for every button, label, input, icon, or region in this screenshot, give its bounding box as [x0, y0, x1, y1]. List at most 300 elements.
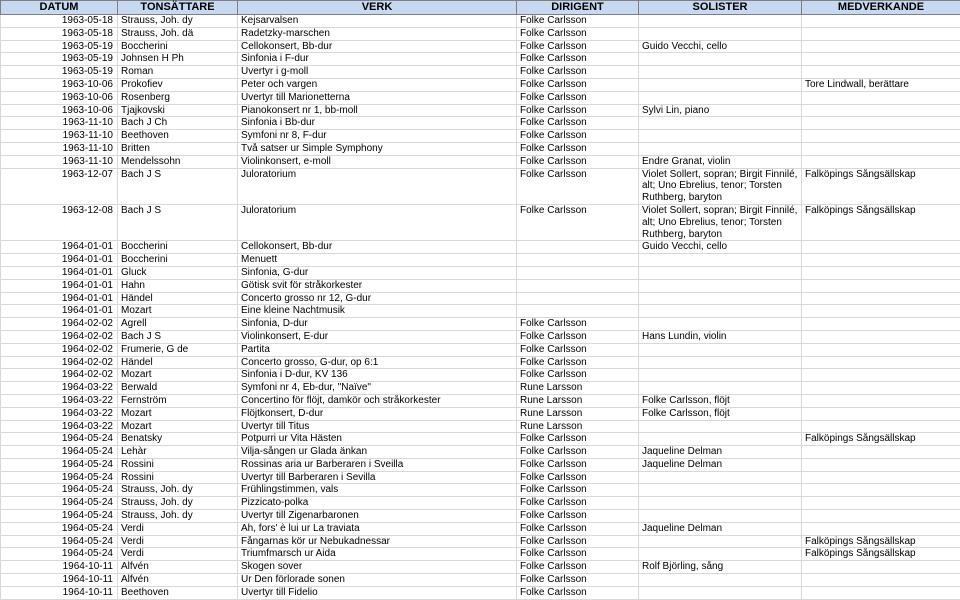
table-row[interactable]	[1, 510, 960, 523]
cell-conductor[interactable]: Folke Carlsson	[517, 343, 639, 356]
cell-soloists[interactable]	[639, 471, 802, 484]
cell-work[interactable]: Peter och vargen	[238, 78, 517, 91]
cell-date[interactable]: 1964-03-22	[1, 407, 118, 420]
cell-composer[interactable]: Verdi	[118, 548, 238, 561]
cell-composer[interactable]: Roman	[118, 66, 238, 79]
cell-work[interactable]: Kejsarvalsen	[238, 15, 517, 28]
cell-ensemble[interactable]	[802, 420, 960, 433]
table-row[interactable]	[1, 104, 960, 117]
cell-soloists[interactable]	[639, 369, 802, 382]
cell-work[interactable]: Menuett	[238, 254, 517, 267]
cell-composer[interactable]: Prokofiev	[118, 78, 238, 91]
cell-date[interactable]: 1964-10-11	[1, 574, 118, 587]
cell-ensemble[interactable]	[802, 130, 960, 143]
cell-work[interactable]: Violinkonsert, E-dur	[238, 330, 517, 343]
table-row[interactable]	[1, 394, 960, 407]
cell-date[interactable]: 1963-05-19	[1, 53, 118, 66]
cell-conductor[interactable]: Folke Carlsson	[517, 471, 639, 484]
cell-composer[interactable]: Rossini	[118, 458, 238, 471]
cell-work[interactable]: Uvertyr till Marionetterna	[238, 91, 517, 104]
cell-composer[interactable]: Händel	[118, 292, 238, 305]
cell-composer[interactable]: Verdi	[118, 522, 238, 535]
cell-conductor[interactable]: Folke Carlsson	[517, 548, 639, 561]
cell-work[interactable]: Uvertyr till Zigenarbaronen	[238, 510, 517, 523]
cell-conductor[interactable]: Folke Carlsson	[517, 356, 639, 369]
cell-conductor[interactable]: Folke Carlsson	[517, 117, 639, 130]
cell-ensemble[interactable]	[802, 343, 960, 356]
cell-conductor[interactable]: Folke Carlsson	[517, 168, 639, 204]
cell-work[interactable]: Sinfonia, G-dur	[238, 266, 517, 279]
table-row[interactable]	[1, 15, 960, 28]
table-row[interactable]	[1, 130, 960, 143]
cell-conductor[interactable]: Folke Carlsson	[517, 446, 639, 459]
cell-ensemble[interactable]	[802, 382, 960, 395]
cell-date[interactable]: 1963-11-10	[1, 142, 118, 155]
cell-work[interactable]: Concertino för flöjt, damkör och stråkorkester	[238, 394, 517, 407]
cell-composer[interactable]: Strauss, Joh. dy	[118, 15, 238, 28]
cell-soloists[interactable]	[639, 78, 802, 91]
cell-date[interactable]: 1964-05-24	[1, 497, 118, 510]
cell-conductor[interactable]: Folke Carlsson	[517, 433, 639, 446]
cell-work[interactable]: Vilja-sången ur Glada änkan	[238, 446, 517, 459]
table-row[interactable]	[1, 241, 960, 254]
cell-ensemble[interactable]	[802, 142, 960, 155]
cell-composer[interactable]: Boccherini	[118, 40, 238, 53]
cell-conductor[interactable]	[517, 254, 639, 267]
header-solister[interactable]: SOLISTER	[639, 1, 802, 15]
cell-ensemble[interactable]: Falköpings Sångsällskap	[802, 433, 960, 446]
table-row[interactable]	[1, 305, 960, 318]
cell-soloists[interactable]	[639, 91, 802, 104]
cell-conductor[interactable]: Folke Carlsson	[517, 53, 639, 66]
cell-composer[interactable]: Bach J Ch	[118, 117, 238, 130]
table-row[interactable]	[1, 561, 960, 574]
cell-conductor[interactable]: Folke Carlsson	[517, 78, 639, 91]
table-row[interactable]	[1, 279, 960, 292]
cell-date[interactable]: 1963-05-18	[1, 15, 118, 28]
cell-soloists[interactable]	[639, 420, 802, 433]
cell-work[interactable]: Sinfonia, D-dur	[238, 318, 517, 331]
cell-work[interactable]: Fångarnas kör ur Nebukadnessar	[238, 535, 517, 548]
cell-composer[interactable]: Beethoven	[118, 130, 238, 143]
cell-conductor[interactable]: Folke Carlsson	[517, 574, 639, 587]
table-row[interactable]	[1, 66, 960, 79]
cell-date[interactable]: 1964-03-22	[1, 394, 118, 407]
cell-composer[interactable]: Mozart	[118, 420, 238, 433]
cell-date[interactable]: 1963-10-06	[1, 104, 118, 117]
cell-soloists[interactable]	[639, 130, 802, 143]
cell-date[interactable]: 1964-02-02	[1, 356, 118, 369]
cell-date[interactable]: 1964-03-22	[1, 420, 118, 433]
cell-ensemble[interactable]	[802, 27, 960, 40]
cell-ensemble[interactable]	[802, 458, 960, 471]
table-row[interactable]	[1, 53, 960, 66]
header-verk[interactable]: VERK	[238, 1, 517, 15]
cell-composer[interactable]: Strauss, Joh. dy	[118, 510, 238, 523]
cell-soloists[interactable]	[639, 356, 802, 369]
cell-composer[interactable]: Mozart	[118, 305, 238, 318]
cell-work[interactable]: Juloratorium	[238, 204, 517, 240]
table-row[interactable]	[1, 535, 960, 548]
cell-composer[interactable]: Frumerie, G de	[118, 343, 238, 356]
cell-date[interactable]: 1964-05-24	[1, 522, 118, 535]
cell-ensemble[interactable]: Tore Lindwall, berättare	[802, 78, 960, 91]
cell-conductor[interactable]: Folke Carlsson	[517, 204, 639, 240]
cell-date[interactable]: 1964-05-24	[1, 433, 118, 446]
table-row[interactable]	[1, 497, 960, 510]
cell-date[interactable]: 1964-10-11	[1, 586, 118, 599]
cell-composer[interactable]: Britten	[118, 142, 238, 155]
cell-ensemble[interactable]	[802, 561, 960, 574]
cell-soloists[interactable]	[639, 574, 802, 587]
cell-work[interactable]: Eine kleine Nachtmusik	[238, 305, 517, 318]
cell-ensemble[interactable]	[802, 574, 960, 587]
cell-soloists[interactable]	[639, 254, 802, 267]
cell-conductor[interactable]: Folke Carlsson	[517, 458, 639, 471]
table-row[interactable]	[1, 420, 960, 433]
cell-soloists[interactable]: Folke Carlsson, flöjt	[639, 394, 802, 407]
cell-ensemble[interactable]	[802, 394, 960, 407]
cell-soloists[interactable]	[639, 53, 802, 66]
cell-soloists[interactable]	[639, 433, 802, 446]
cell-date[interactable]: 1963-10-06	[1, 78, 118, 91]
cell-ensemble[interactable]	[802, 318, 960, 331]
cell-soloists[interactable]	[639, 497, 802, 510]
cell-ensemble[interactable]: Falköpings Sångsällskap	[802, 535, 960, 548]
cell-composer[interactable]: Händel	[118, 356, 238, 369]
cell-date[interactable]: 1964-05-24	[1, 535, 118, 548]
header-medverkande[interactable]: MEDVERKANDE	[802, 1, 960, 15]
cell-ensemble[interactable]	[802, 117, 960, 130]
cell-work[interactable]: Pizzicato-polka	[238, 497, 517, 510]
table-row[interactable]	[1, 254, 960, 267]
table-row[interactable]	[1, 446, 960, 459]
cell-date[interactable]: 1964-02-02	[1, 369, 118, 382]
cell-date[interactable]: 1963-12-08	[1, 204, 118, 240]
cell-composer[interactable]: Tjajkovski	[118, 104, 238, 117]
cell-conductor[interactable]: Folke Carlsson	[517, 497, 639, 510]
cell-date[interactable]: 1963-11-10	[1, 130, 118, 143]
table-row[interactable]	[1, 548, 960, 561]
cell-composer[interactable]: Mozart	[118, 407, 238, 420]
cell-soloists[interactable]	[639, 66, 802, 79]
cell-ensemble[interactable]	[802, 356, 960, 369]
table-row[interactable]	[1, 91, 960, 104]
cell-conductor[interactable]	[517, 305, 639, 318]
cell-soloists[interactable]	[639, 343, 802, 356]
cell-composer[interactable]: Bach J S	[118, 204, 238, 240]
cell-date[interactable]: 1963-11-10	[1, 117, 118, 130]
cell-work[interactable]: Concerto grosso, G-dur, op 6:1	[238, 356, 517, 369]
cell-conductor[interactable]: Folke Carlsson	[517, 330, 639, 343]
cell-ensemble[interactable]	[802, 66, 960, 79]
cell-work[interactable]: Ah, fors' è lui ur La traviata	[238, 522, 517, 535]
cell-soloists[interactable]	[639, 548, 802, 561]
cell-work[interactable]: Symfoni nr 4, Eb-dur, "Naïve"	[238, 382, 517, 395]
cell-ensemble[interactable]	[802, 91, 960, 104]
header-tonsattare[interactable]: TONSÄTTARE	[118, 1, 238, 15]
table-row[interactable]	[1, 471, 960, 484]
cell-ensemble[interactable]	[802, 407, 960, 420]
cell-date[interactable]: 1964-10-11	[1, 561, 118, 574]
cell-ensemble[interactable]	[802, 53, 960, 66]
cell-date[interactable]: 1964-01-01	[1, 266, 118, 279]
table-row[interactable]	[1, 433, 960, 446]
cell-ensemble[interactable]	[802, 305, 960, 318]
cell-conductor[interactable]: Folke Carlsson	[517, 484, 639, 497]
table-row[interactable]	[1, 117, 960, 130]
cell-ensemble[interactable]	[802, 292, 960, 305]
table-row[interactable]	[1, 204, 960, 240]
cell-date[interactable]: 1964-03-22	[1, 382, 118, 395]
cell-work[interactable]: Violinkonsert, e-moll	[238, 155, 517, 168]
cell-date[interactable]: 1964-01-01	[1, 241, 118, 254]
cell-ensemble[interactable]	[802, 510, 960, 523]
cell-soloists[interactable]: Jaqueline Delman	[639, 446, 802, 459]
cell-composer[interactable]: Gluck	[118, 266, 238, 279]
table-row[interactable]	[1, 78, 960, 91]
cell-composer[interactable]: Alfvén	[118, 561, 238, 574]
cell-composer[interactable]: Berwald	[118, 382, 238, 395]
cell-ensemble[interactable]	[802, 497, 960, 510]
cell-work[interactable]: Cellokonsert, Bb-dur	[238, 40, 517, 53]
cell-soloists[interactable]	[639, 266, 802, 279]
cell-composer[interactable]: Hahn	[118, 279, 238, 292]
cell-composer[interactable]: Agrell	[118, 318, 238, 331]
cell-conductor[interactable]: Rune Larsson	[517, 382, 639, 395]
cell-composer[interactable]: Verdi	[118, 535, 238, 548]
cell-conductor[interactable]: Folke Carlsson	[517, 586, 639, 599]
cell-work[interactable]: Två satser ur Simple Symphony	[238, 142, 517, 155]
cell-composer[interactable]: Beethoven	[118, 586, 238, 599]
cell-date[interactable]: 1963-10-06	[1, 91, 118, 104]
table-row[interactable]	[1, 458, 960, 471]
table-row[interactable]	[1, 27, 960, 40]
cell-work[interactable]: Sinfonia i D-dur, KV 136	[238, 369, 517, 382]
cell-date[interactable]: 1964-02-02	[1, 318, 118, 331]
cell-work[interactable]: Juloratorium	[238, 168, 517, 204]
cell-work[interactable]: Radetzky-marschen	[238, 27, 517, 40]
cell-soloists[interactable]	[639, 279, 802, 292]
cell-conductor[interactable]	[517, 292, 639, 305]
cell-date[interactable]: 1964-02-02	[1, 330, 118, 343]
cell-soloists[interactable]: Jaqueline Delman	[639, 522, 802, 535]
cell-soloists[interactable]	[639, 510, 802, 523]
table-row[interactable]	[1, 574, 960, 587]
cell-ensemble[interactable]	[802, 484, 960, 497]
cell-date[interactable]: 1964-05-24	[1, 510, 118, 523]
cell-composer[interactable]: Rossini	[118, 471, 238, 484]
cell-date[interactable]: 1964-01-01	[1, 292, 118, 305]
cell-soloists[interactable]: Guido Vecchi, cello	[639, 40, 802, 53]
header-datum[interactable]: DATUM	[1, 1, 118, 15]
cell-ensemble[interactable]	[802, 241, 960, 254]
cell-conductor[interactable]: Folke Carlsson	[517, 104, 639, 117]
cell-conductor[interactable]: Folke Carlsson	[517, 91, 639, 104]
cell-composer[interactable]: Mozart	[118, 369, 238, 382]
cell-soloists[interactable]	[639, 484, 802, 497]
cell-composer[interactable]: Strauss, Joh. dy	[118, 497, 238, 510]
cell-soloists[interactable]	[639, 382, 802, 395]
cell-ensemble[interactable]	[802, 586, 960, 599]
table-row[interactable]	[1, 522, 960, 535]
cell-ensemble[interactable]	[802, 471, 960, 484]
cell-conductor[interactable]: Folke Carlsson	[517, 130, 639, 143]
cell-date[interactable]: 1964-05-24	[1, 548, 118, 561]
cell-ensemble[interactable]: Falköpings Sångsällskap	[802, 548, 960, 561]
cell-work[interactable]: Sinfonia i Bb-dur	[238, 117, 517, 130]
cell-composer[interactable]: Bach J S	[118, 330, 238, 343]
table-row[interactable]	[1, 142, 960, 155]
cell-work[interactable]: Uvertyr till Barberaren i Sevilla	[238, 471, 517, 484]
cell-soloists[interactable]: Guido Vecchi, cello	[639, 241, 802, 254]
cell-conductor[interactable]: Folke Carlsson	[517, 561, 639, 574]
cell-soloists[interactable]	[639, 292, 802, 305]
cell-conductor[interactable]	[517, 279, 639, 292]
cell-work[interactable]: Triumfmarsch ur Aida	[238, 548, 517, 561]
cell-date[interactable]: 1964-01-01	[1, 279, 118, 292]
cell-composer[interactable]: Lehàr	[118, 446, 238, 459]
cell-composer[interactable]: Mendelssohn	[118, 155, 238, 168]
cell-composer[interactable]: Alfvén	[118, 574, 238, 587]
cell-soloists[interactable]: Rolf Björling, sång	[639, 561, 802, 574]
cell-ensemble[interactable]: Falköpings Sångsällskap	[802, 204, 960, 240]
cell-work[interactable]: Sinfonia i F-dur	[238, 53, 517, 66]
cell-conductor[interactable]	[517, 266, 639, 279]
cell-date[interactable]: 1964-05-24	[1, 471, 118, 484]
table-row[interactable]	[1, 266, 960, 279]
cell-conductor[interactable]: Folke Carlsson	[517, 15, 639, 28]
cell-work[interactable]: Potpurri ur Vita Hästen	[238, 433, 517, 446]
cell-date[interactable]: 1963-05-19	[1, 40, 118, 53]
cell-composer[interactable]: Strauss, Joh. dä	[118, 27, 238, 40]
cell-conductor[interactable]: Folke Carlsson	[517, 40, 639, 53]
cell-composer[interactable]: Fernström	[118, 394, 238, 407]
cell-composer[interactable]: Strauss, Joh. dy	[118, 484, 238, 497]
cell-conductor[interactable]: Folke Carlsson	[517, 155, 639, 168]
cell-soloists[interactable]: Folke Carlsson, flöjt	[639, 407, 802, 420]
table-row[interactable]	[1, 382, 960, 395]
cell-soloists[interactable]: Endre Granat, violin	[639, 155, 802, 168]
cell-soloists[interactable]: Violet Sollert, sopran; Birgit Finnilé, alt; Uno Ebrelius, tenor; Torsten Ruthberg, baryton	[639, 168, 802, 204]
cell-ensemble[interactable]: Falköpings Sångsällskap	[802, 168, 960, 204]
table-row[interactable]	[1, 40, 960, 53]
table-row[interactable]	[1, 586, 960, 599]
cell-conductor[interactable]: Folke Carlsson	[517, 510, 639, 523]
table-row[interactable]	[1, 343, 960, 356]
cell-work[interactable]: Symfoni nr 8, F-dur	[238, 130, 517, 143]
cell-conductor[interactable]: Folke Carlsson	[517, 142, 639, 155]
cell-date[interactable]: 1964-02-02	[1, 343, 118, 356]
table-row[interactable]	[1, 292, 960, 305]
table-row[interactable]	[1, 318, 960, 331]
cell-ensemble[interactable]	[802, 369, 960, 382]
cell-ensemble[interactable]	[802, 266, 960, 279]
cell-soloists[interactable]	[639, 117, 802, 130]
cell-ensemble[interactable]	[802, 254, 960, 267]
table-row[interactable]	[1, 155, 960, 168]
cell-date[interactable]: 1963-05-19	[1, 66, 118, 79]
cell-ensemble[interactable]	[802, 279, 960, 292]
cell-date[interactable]: 1963-12-07	[1, 168, 118, 204]
cell-conductor[interactable]: Rune Larsson	[517, 394, 639, 407]
cell-soloists[interactable]: Jaqueline Delman	[639, 458, 802, 471]
cell-soloists[interactable]	[639, 586, 802, 599]
cell-soloists[interactable]	[639, 15, 802, 28]
cell-ensemble[interactable]	[802, 40, 960, 53]
cell-soloists[interactable]	[639, 318, 802, 331]
cell-ensemble[interactable]	[802, 330, 960, 343]
cell-conductor[interactable]: Folke Carlsson	[517, 318, 639, 331]
cell-ensemble[interactable]	[802, 15, 960, 28]
cell-composer[interactable]: Boccherini	[118, 241, 238, 254]
cell-conductor[interactable]	[517, 241, 639, 254]
table-row[interactable]	[1, 369, 960, 382]
table-row[interactable]	[1, 407, 960, 420]
cell-ensemble[interactable]	[802, 446, 960, 459]
cell-date[interactable]: 1964-05-24	[1, 446, 118, 459]
cell-ensemble[interactable]	[802, 522, 960, 535]
cell-conductor[interactable]: Folke Carlsson	[517, 27, 639, 40]
cell-date[interactable]: 1964-01-01	[1, 305, 118, 318]
cell-conductor[interactable]: Rune Larsson	[517, 407, 639, 420]
cell-composer[interactable]: Benatsky	[118, 433, 238, 446]
table-row[interactable]	[1, 484, 960, 497]
cell-conductor[interactable]: Folke Carlsson	[517, 535, 639, 548]
cell-date[interactable]: 1964-05-24	[1, 484, 118, 497]
cell-conductor[interactable]: Rune Larsson	[517, 420, 639, 433]
cell-composer[interactable]: Bach J S	[118, 168, 238, 204]
cell-work[interactable]: Uvertyr i g-moll	[238, 66, 517, 79]
table-row[interactable]	[1, 330, 960, 343]
cell-work[interactable]: Uvertyr till Titus	[238, 420, 517, 433]
header-dirigent[interactable]: DIRIGENT	[517, 1, 639, 15]
cell-conductor[interactable]: Folke Carlsson	[517, 66, 639, 79]
cell-soloists[interactable]	[639, 535, 802, 548]
cell-work[interactable]: Frühlingstimmen, vals	[238, 484, 517, 497]
cell-ensemble[interactable]	[802, 104, 960, 117]
cell-work[interactable]: Pianokonsert nr 1, bb-moll	[238, 104, 517, 117]
table-row[interactable]	[1, 356, 960, 369]
cell-work[interactable]: Uvertyr till Fidelio	[238, 586, 517, 599]
cell-work[interactable]: Cellokonsert, Bb-dur	[238, 241, 517, 254]
cell-work[interactable]: Rossinas aria ur Barberaren i Sveilla	[238, 458, 517, 471]
cell-date[interactable]: 1963-05-18	[1, 27, 118, 40]
cell-date[interactable]: 1964-05-24	[1, 458, 118, 471]
cell-date[interactable]: 1964-01-01	[1, 254, 118, 267]
cell-date[interactable]: 1963-11-10	[1, 155, 118, 168]
cell-soloists[interactable]: Violet Sollert, sopran; Birgit Finnilé, alt; Uno Ebrelius, tenor; Torsten Ruthberg, baryton	[639, 204, 802, 240]
cell-soloists[interactable]	[639, 27, 802, 40]
table-row[interactable]	[1, 168, 960, 204]
cell-conductor[interactable]: Folke Carlsson	[517, 522, 639, 535]
cell-work[interactable]: Partita	[238, 343, 517, 356]
cell-composer[interactable]: Johnsen H Ph	[118, 53, 238, 66]
cell-soloists[interactable]: Hans Lundin, violin	[639, 330, 802, 343]
cell-composer[interactable]: Boccherini	[118, 254, 238, 267]
cell-soloists[interactable]: Sylvi Lin, piano	[639, 104, 802, 117]
cell-soloists[interactable]	[639, 305, 802, 318]
cell-work[interactable]: Götisk svit för stråkorkester	[238, 279, 517, 292]
cell-soloists[interactable]	[639, 142, 802, 155]
cell-work[interactable]: Skogen sover	[238, 561, 517, 574]
cell-composer[interactable]: Rosenberg	[118, 91, 238, 104]
cell-ensemble[interactable]	[802, 155, 960, 168]
cell-work[interactable]: Ur Den förlorade sonen	[238, 574, 517, 587]
cell-work[interactable]: Concerto grosso nr 12, G-dur	[238, 292, 517, 305]
cell-conductor[interactable]: Folke Carlsson	[517, 369, 639, 382]
cell-work[interactable]: Flöjtkonsert, D-dur	[238, 407, 517, 420]
